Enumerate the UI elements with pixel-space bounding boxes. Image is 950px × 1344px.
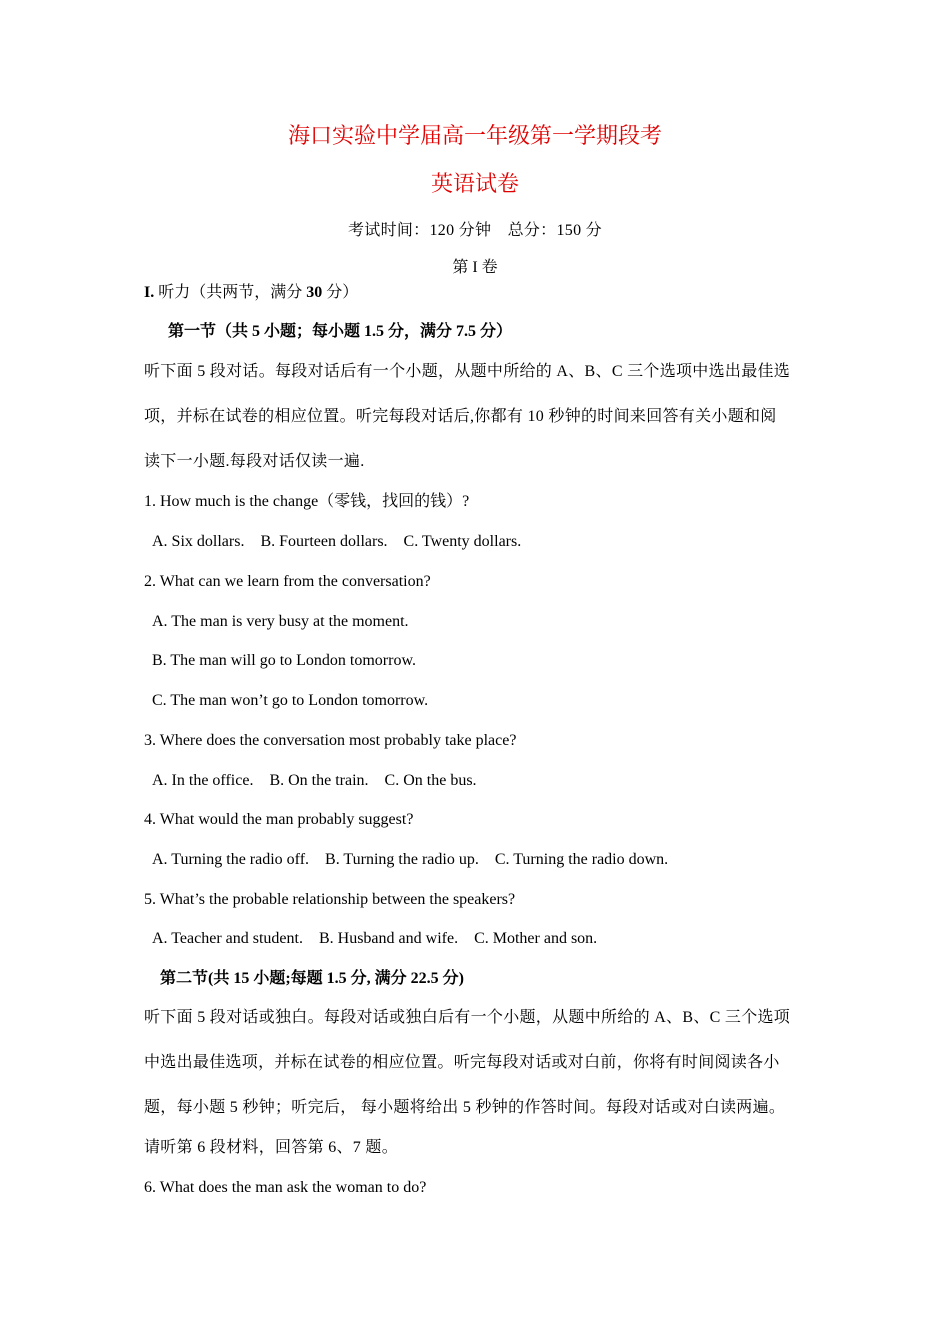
section1-instruction: 项，并标在试卷的相应位置。听完每段对话后,你都有 10 秒钟的时间来回答有关小题和阅 — [144, 408, 777, 425]
question-stem: 4. What would the man probably suggest? — [144, 811, 414, 828]
question-option: B. The man will go to London tomorrow. — [152, 652, 416, 669]
question-stem: 5. What’s the probable relationship between the speakers? — [144, 891, 516, 908]
section1-instruction: 听下面 5 段对话。每段对话后有一个小题，从题中所给的 A、B、C 三个选项中选出最佳选 — [144, 363, 791, 380]
question-options: A. In the office. B. On the train. C. On the bus. — [152, 772, 477, 789]
question-options: A. Teacher and student. B. Husband and wife. C. Mother and son. — [152, 930, 598, 947]
part-heading-text: 听力（共两节，满分 — [154, 284, 307, 301]
section1-heading: 第一节（共 5 小题；每小题 1.5 分，满分 7.5 分） — [168, 323, 513, 340]
section2-heading: 第二节(共 15 小题;每题 1.5 分, 满分 22.5 分) — [160, 970, 464, 987]
question-options: A. Six dollars. B. Fourteen dollars. C. Twenty dollars. — [152, 533, 522, 550]
part-number: I. — [144, 284, 155, 301]
question-stem: 6. What does the man ask the woman to do? — [144, 1179, 427, 1196]
question-options: A. Turning the radio off. B. Turning the radio up. C. Turning the radio down. — [152, 851, 669, 868]
section2-instruction: 题，每小题 5 秒钟；听完后， 每小题将给出 5 秒钟的作答时间。每段对话或对白读两遍。 — [144, 1099, 786, 1116]
volume-label: 第 I 卷 — [452, 259, 498, 276]
material-note: 请听第 6 段材料，回答第 6、7 题。 — [144, 1139, 399, 1156]
question-stem: 1. How much is the change（零钱，找回的钱）? — [144, 493, 470, 510]
exam-title: 海口实验中学届高一年级第一学期段考 — [287, 123, 662, 148]
section2-instruction: 中选出最佳选项，并标在试卷的相应位置。听完每段对话或对白前，你将有时间阅读各小 — [144, 1054, 780, 1071]
section2-instruction: 听下面 5 段对话或独白。每段对话或独白后有一个小题，从题中所给的 A、B、C 三个选项 — [144, 1009, 791, 1026]
question-option: A. The man is very busy at the moment. — [152, 613, 409, 630]
exam-info: 考试时间：120 分钟 总分：150 分 — [347, 222, 602, 239]
question-option: C. The man won’t go to London tomorrow. — [152, 692, 429, 709]
exam-subtitle: 英语试卷 — [430, 171, 519, 196]
question-stem: 2. What can we learn from the conversation? — [144, 573, 431, 590]
part-heading-end: 分） — [322, 284, 359, 301]
question-stem: 3. Where does the conversation most probably take place? — [144, 732, 517, 749]
part-score: 30 — [306, 284, 323, 301]
section1-instruction: 读下一小题.每段对话仅读一遍. — [144, 453, 365, 470]
part-heading — [144, 283, 358, 303]
